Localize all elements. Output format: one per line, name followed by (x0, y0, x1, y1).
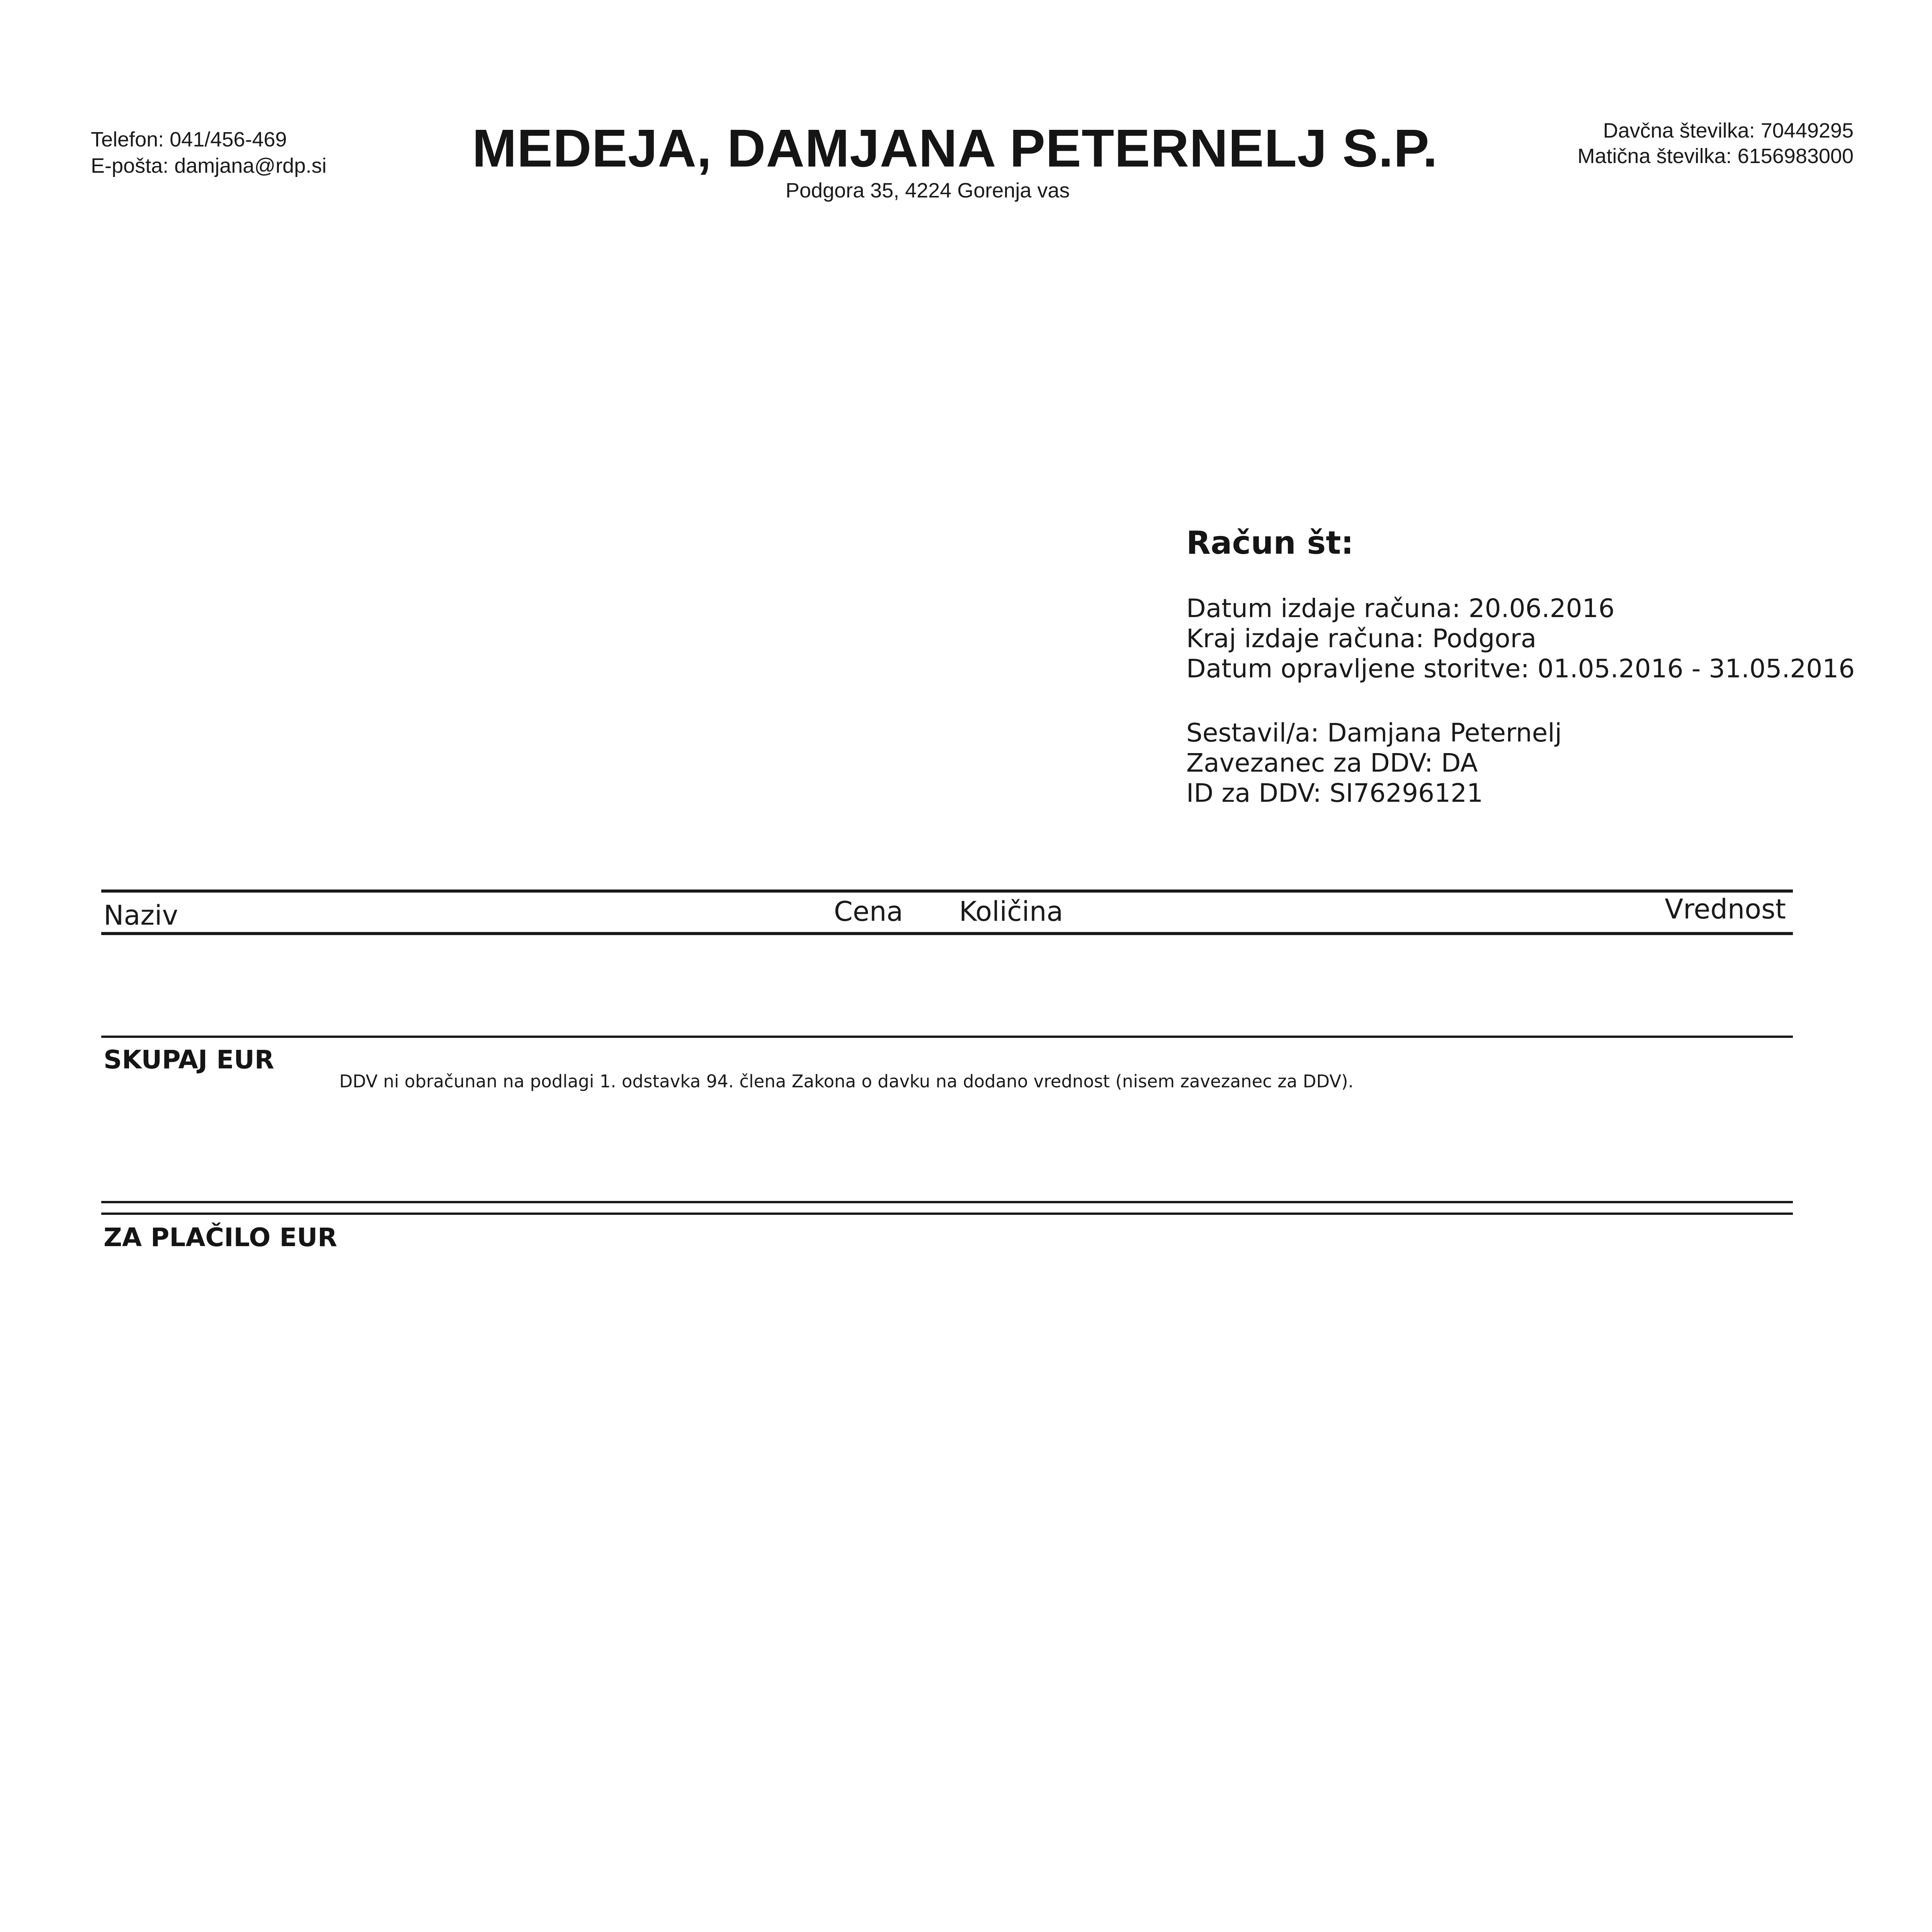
tax-number: Davčna številka: 70449295 (1603, 119, 1854, 142)
payable-rule-top (101, 1201, 1793, 1203)
column-name-header: Naziv (104, 900, 178, 931)
company-address: Podgora 35, 4224 Gorenja vas (786, 179, 1070, 202)
table-top-rule (101, 889, 1793, 893)
payable-label: ZA PLAČILO EUR (104, 1223, 337, 1252)
column-quantity-header: Količina (959, 896, 1063, 927)
table-header-bottom-rule (101, 932, 1793, 935)
company-name: MEDEJA, DAMJANA PETERNELJ S.P. (472, 119, 1438, 178)
issue-place: Kraj izdaje računa: Podgora (1186, 624, 1537, 653)
vat-payer: Zavezanec za DDV: DA (1186, 748, 1478, 778)
issue-date: Datum izdaje računa: 20.06.2016 (1186, 594, 1615, 623)
service-period: Datum opravljene storitve: 01.05.2016 - 31.05.2016 (1186, 654, 1855, 684)
prepared-by: Sestavil/a: Damjana Peternelj (1186, 718, 1562, 748)
subtotal-label: SKUPAJ EUR (104, 1045, 274, 1075)
phone-text: Telefon: 041/456-469 (91, 128, 287, 151)
email-text: E-pošta: damjana@rdp.si (91, 154, 327, 177)
subtotal-rule (101, 1036, 1793, 1038)
invoice-title: Račun št: (1186, 525, 1354, 561)
payable-rule-bottom (101, 1213, 1793, 1215)
vat-note: DDV ni obračunan na podlagi 1. odstavka 94. člena Zakona o davku na dodano vrednost (nisem zavezanec za DDV). (339, 1071, 1354, 1092)
column-value-header: Vrednost (1665, 893, 1786, 925)
vat-id: ID za DDV: SI76296121 (1186, 778, 1483, 808)
registration-number: Matična številka: 6156983000 (1577, 145, 1854, 168)
column-price-header: Cena (834, 896, 903, 927)
